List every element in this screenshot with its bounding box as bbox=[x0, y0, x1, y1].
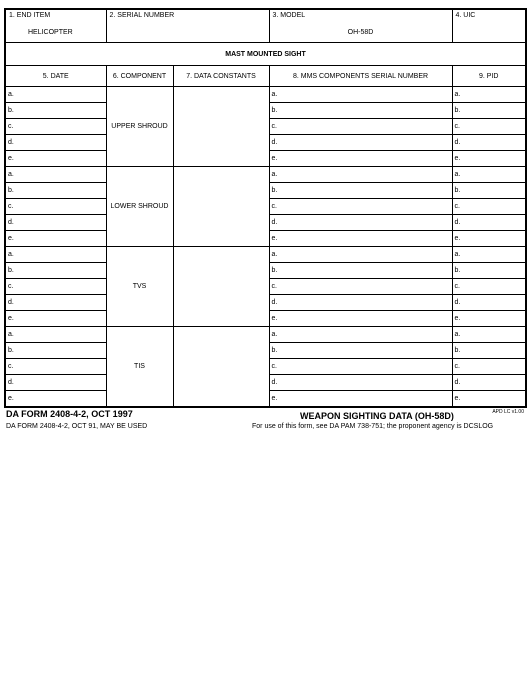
pid-field[interactable]: c. bbox=[452, 359, 526, 375]
pid-field[interactable]: a. bbox=[452, 247, 526, 263]
pid-field[interactable]: c. bbox=[452, 119, 526, 135]
mms-serial-field[interactable]: b. bbox=[269, 103, 452, 119]
form-title: WEAPON SIGHTING DATA (OH-58D) bbox=[300, 411, 454, 421]
version-label: APD LC v1.00 bbox=[492, 409, 524, 415]
mms-serial-field[interactable]: a. bbox=[269, 87, 452, 103]
mms-serial-field[interactable]: c. bbox=[269, 119, 452, 135]
table-row bbox=[5, 167, 526, 183]
weapon-sighting-form bbox=[4, 8, 525, 408]
pid-field[interactable]: a. bbox=[452, 167, 526, 183]
usage-instructions: For use of this form, see DA PAM 738-751; the proponent agency is DCSLOG bbox=[252, 423, 494, 430]
mms-serial-field[interactable]: e. bbox=[269, 231, 452, 247]
mms-serial-field[interactable]: d. bbox=[269, 295, 452, 311]
mms-serial-field[interactable]: e. bbox=[269, 151, 452, 167]
pid-field[interactable]: e. bbox=[452, 311, 526, 327]
date-field[interactable]: d. bbox=[5, 215, 106, 231]
serial-number-cell[interactable] bbox=[106, 9, 269, 43]
data-constants-field[interactable] bbox=[173, 327, 269, 408]
pid-field[interactable]: b. bbox=[452, 263, 526, 279]
pid-field[interactable]: b. bbox=[452, 183, 526, 199]
pid-field[interactable]: b. bbox=[452, 103, 526, 119]
mms-serial-field[interactable]: d. bbox=[269, 135, 452, 151]
date-field[interactable]: a. bbox=[5, 167, 106, 183]
pid-field[interactable]: a. bbox=[452, 327, 526, 343]
component-name: LOWER SHROUD bbox=[106, 167, 173, 247]
data-constants-field[interactable] bbox=[173, 167, 269, 247]
date-field[interactable]: a. bbox=[5, 327, 106, 343]
mms-serial-field[interactable]: a. bbox=[269, 167, 452, 183]
mms-serial-field[interactable]: c. bbox=[269, 199, 452, 215]
data-constants-field[interactable] bbox=[173, 87, 269, 167]
mms-serial-field[interactable]: b. bbox=[269, 343, 452, 359]
date-field[interactable]: a. bbox=[5, 247, 106, 263]
mms-serial-field[interactable]: e. bbox=[269, 391, 452, 408]
date-field[interactable]: c. bbox=[5, 119, 106, 135]
pid-field[interactable]: b. bbox=[452, 343, 526, 359]
pid-field[interactable]: e. bbox=[452, 231, 526, 247]
date-field[interactable]: e. bbox=[5, 151, 106, 167]
pid-field[interactable]: d. bbox=[452, 295, 526, 311]
mms-serial-field[interactable]: d. bbox=[269, 375, 452, 391]
form-table bbox=[4, 8, 527, 408]
col-header-date: 5. DATE bbox=[5, 66, 106, 87]
date-field[interactable]: b. bbox=[5, 343, 106, 359]
table-row bbox=[5, 247, 526, 263]
date-field[interactable]: d. bbox=[5, 295, 106, 311]
pid-field[interactable]: e. bbox=[452, 391, 526, 408]
pid-field[interactable]: a. bbox=[452, 87, 526, 103]
date-field[interactable]: d. bbox=[5, 375, 106, 391]
section-title: MAST MOUNTED SIGHT bbox=[5, 43, 526, 66]
pid-field[interactable]: c. bbox=[452, 199, 526, 215]
pid-field[interactable]: c. bbox=[452, 279, 526, 295]
date-field[interactable]: b. bbox=[5, 183, 106, 199]
col-header-mms-serial: 8. MMS COMPONENTS SERIAL NUMBER bbox=[269, 66, 452, 87]
serial-number-label: 2. SERIAL NUMBER bbox=[109, 12, 175, 19]
date-field[interactable]: d. bbox=[5, 135, 106, 151]
table-row bbox=[5, 87, 526, 103]
mms-serial-field[interactable]: b. bbox=[269, 263, 452, 279]
col-header-pid: 9. PID bbox=[452, 66, 526, 87]
mms-serial-field[interactable]: a. bbox=[269, 327, 452, 343]
date-field[interactable]: b. bbox=[5, 103, 106, 119]
pid-field[interactable]: d. bbox=[452, 215, 526, 231]
mms-serial-field[interactable]: d. bbox=[269, 215, 452, 231]
date-field[interactable]: e. bbox=[5, 311, 106, 327]
col-header-data-constants: 7. DATA CONSTANTS bbox=[173, 66, 269, 87]
date-field[interactable]: c. bbox=[5, 359, 106, 375]
pid-field[interactable]: e. bbox=[452, 151, 526, 167]
date-field[interactable]: e. bbox=[5, 231, 106, 247]
mms-serial-field[interactable]: c. bbox=[269, 359, 452, 375]
date-field[interactable]: b. bbox=[5, 263, 106, 279]
date-field[interactable]: a. bbox=[5, 87, 106, 103]
component-name: UPPER SHROUD bbox=[106, 87, 173, 167]
uic-cell[interactable] bbox=[452, 9, 526, 43]
uic-label: 4. UIC bbox=[455, 12, 476, 19]
end-item-value[interactable]: HELICOPTER bbox=[28, 29, 73, 36]
mms-serial-field[interactable]: c. bbox=[269, 279, 452, 295]
form-id: DA FORM 2408-4-2, OCT 1997 bbox=[6, 409, 133, 419]
col-header-component: 6. COMPONENT bbox=[106, 66, 173, 87]
component-name: TIS bbox=[106, 327, 173, 408]
date-field[interactable]: c. bbox=[5, 279, 106, 295]
component-name: TVS bbox=[106, 247, 173, 327]
date-field[interactable]: e. bbox=[5, 391, 106, 408]
supersedes-note: DA FORM 2408-4-2, OCT 91, MAY BE USED bbox=[6, 423, 148, 430]
model-value[interactable]: OH-58D bbox=[347, 29, 374, 36]
pid-field[interactable]: d. bbox=[452, 135, 526, 151]
data-constants-field[interactable] bbox=[173, 247, 269, 327]
end-item-cell[interactable] bbox=[5, 9, 106, 43]
model-cell[interactable] bbox=[269, 9, 452, 43]
mms-serial-field[interactable]: b. bbox=[269, 183, 452, 199]
mms-serial-field[interactable]: a. bbox=[269, 247, 452, 263]
model-label: 3. MODEL bbox=[272, 12, 306, 19]
table-row bbox=[5, 327, 526, 343]
end-item-label: 1. END ITEM bbox=[9, 12, 51, 19]
pid-field[interactable]: d. bbox=[452, 375, 526, 391]
mms-serial-field[interactable]: e. bbox=[269, 311, 452, 327]
date-field[interactable]: c. bbox=[5, 199, 106, 215]
